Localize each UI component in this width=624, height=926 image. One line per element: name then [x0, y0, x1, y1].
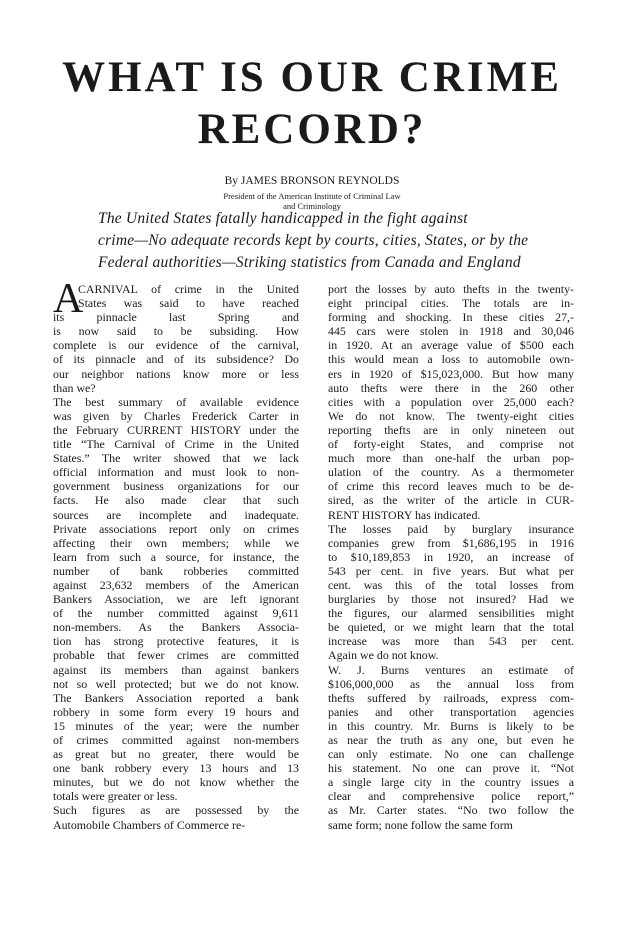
text-line: The losses paid by burglary insurance [328, 521, 574, 536]
text-line: We do not know. The twenty-eight cities [328, 408, 574, 423]
text-line: to $10,189,853 in 1920, an increase of [328, 549, 574, 564]
text-line: in 1920. At an average value of $500 each [328, 338, 574, 353]
text-line: his statement. No one can prove it. “Not [328, 761, 574, 776]
text-line: Such figures as are possessed by the [53, 803, 299, 818]
affiliation-line-2: and Criminology [283, 201, 341, 211]
text-line: burglaries by those not insured? Had we [328, 592, 574, 607]
text-line: cities with a population over 25,000 each? [328, 394, 574, 409]
text-line: $106,000,000 as the annual loss from [328, 676, 574, 691]
text-line: of the number committed against 9,611 [53, 606, 299, 621]
text-line: sources are incomplete and inadequate. [53, 507, 299, 522]
right-column [328, 282, 574, 832]
text-line: its pinnacle last Spring and [53, 310, 299, 325]
text-line: port the losses by auto thefts in the twenty- [328, 282, 574, 296]
text-line: eight principal cities. The totals are in- [328, 296, 574, 311]
text-line: is now said to be subsiding. How [53, 324, 299, 339]
text-line: 15 minutes of the year; were the number [53, 718, 299, 733]
text-line: much more than one-half the urban pop- [328, 451, 574, 466]
text-line: States.” The writer showed that we lack [53, 451, 299, 466]
drop-cap: A [53, 276, 84, 322]
affiliation-line-1: President of the American Institute of Criminal Law [223, 191, 401, 201]
text-line: a single large city in the country issues a [328, 775, 574, 790]
text-line: official information and must look to non- [53, 465, 299, 480]
text-line: tion has strong protective features, it is [53, 634, 299, 649]
text-line: as Mr. Carter states. “No two follow the [328, 803, 574, 818]
text-line: forming and shocking. In these cities 27,- [328, 310, 574, 325]
text-line: sired, as the writer of the article in CUR- [328, 493, 574, 508]
text-line: non-members. As the Bankers Associa- [53, 620, 299, 635]
text-line: panies and other transportation agencies [328, 704, 574, 719]
text-line: number of bank robberies committed [53, 563, 299, 578]
text-line: complete is our evidence of the carnival, [53, 338, 299, 353]
text-line: 543 per cent. in five years. But what per [328, 563, 574, 578]
text-line: increase was more than 543 per cent. [328, 634, 574, 649]
text-line: one bank robbery every 13 hours and 13 [53, 761, 299, 776]
text-line: probable that fewer crimes are committed [53, 648, 299, 663]
text-line: title “The Carnival of Crime in the United [53, 437, 299, 452]
text-line: of its pinnacle and of its subsidence? Do [53, 352, 299, 367]
subtitle-line-3: Federal authorities—Striking statistics from Canada and England [98, 254, 521, 271]
text-line: reporting thefts are in only nineteen out [328, 422, 574, 437]
text-line: cent. was this of the total losses from [328, 577, 574, 592]
text-line: against its members than against bankers [53, 662, 299, 677]
text-line: minutes, but we do not know whether the [53, 775, 299, 790]
text-line: auto thefts were there in the 260 other [328, 380, 574, 395]
text-line: ers in 1920 of $15,023,000. But how many [328, 366, 574, 381]
text-line: our neighbor nations know more or less [53, 366, 299, 381]
article-title-line-2: RECORD? [197, 106, 427, 153]
subtitle-line-2: crime—No adequate records kept by courts, cities, States, or by the [98, 232, 529, 249]
text-line: ulation of the country. As a thermometer [328, 465, 574, 480]
text-line: learn from such a source, for instance, the [53, 549, 299, 564]
text-line: RENT HISTORY has indicated. [328, 507, 481, 522]
text-line: the February CURRENT HISTORY under the [53, 422, 299, 437]
text-line: facts. He also made clear that such [53, 493, 299, 508]
text-line: government business organizations for our [53, 479, 299, 494]
text-line: be quieted, or we might learn that the total [328, 620, 574, 635]
subtitle-line-1: The United States fatally handicapped in the fight against [98, 210, 468, 227]
text-line: can only estimate. No one can challenge [328, 747, 574, 762]
text-line: Again we do not know. [328, 648, 439, 663]
text-line: than we? [53, 380, 96, 395]
text-line: the figures, our alarmed sensibilities might [328, 606, 574, 621]
text-line: of crime this record leaves much to be de- [328, 479, 574, 494]
text-line: totals were greater or less. [53, 789, 178, 804]
text-line: as great but no greater, there would be [53, 747, 299, 762]
text-line: Automobile Chambers of Commerce re- [53, 817, 246, 832]
text-line: CARNIVAL of crime in the United [78, 282, 299, 296]
byline: By JAMES BRONSON REYNOLDS [224, 175, 400, 187]
text-line: in this country. Mr. Burns is likely to be [328, 718, 574, 733]
text-line: Private associations report only on crimes [53, 521, 299, 536]
text-line: this would mean a loss to automobile own- [328, 352, 574, 367]
text-line: Bankers Association, we are left ignorant [53, 592, 299, 607]
text-line: clear and comprehensive police report,” [328, 789, 574, 804]
text-line: The best summary of available evidence [53, 394, 299, 409]
text-line: against 23,632 members of the American [53, 577, 299, 592]
text-line: of forty-eight States, and comprise not [328, 437, 574, 452]
text-line: as near the truth as any one, but even he [328, 733, 574, 747]
text-line: 445 cars were stolen in 1918 and 30,046 [328, 324, 574, 339]
text-line: of crimes committed against non-members [53, 733, 299, 747]
text-line: companies grew from $1,686,195 in 1916 [328, 535, 574, 550]
text-line: affecting their own members; while we [53, 535, 299, 550]
text-line: was given by Charles Frederick Carter in [53, 408, 299, 423]
left-column [53, 276, 299, 832]
text-line: The Bankers Association reported a bank [53, 690, 299, 705]
text-line: robbery in some form every 19 hours and [53, 704, 299, 719]
text-line: W. J. Burns ventures an estimate of [328, 662, 574, 677]
text-line: not so well protected; but we do not know. [53, 676, 299, 691]
text-line: States was said to have reached [78, 296, 299, 311]
text-line: same form; none follow the same form [328, 817, 513, 832]
article-title-line-1: WHAT IS OUR CRIME [62, 54, 562, 101]
text-line: thefts suffered by railroads, express com- [328, 690, 574, 705]
